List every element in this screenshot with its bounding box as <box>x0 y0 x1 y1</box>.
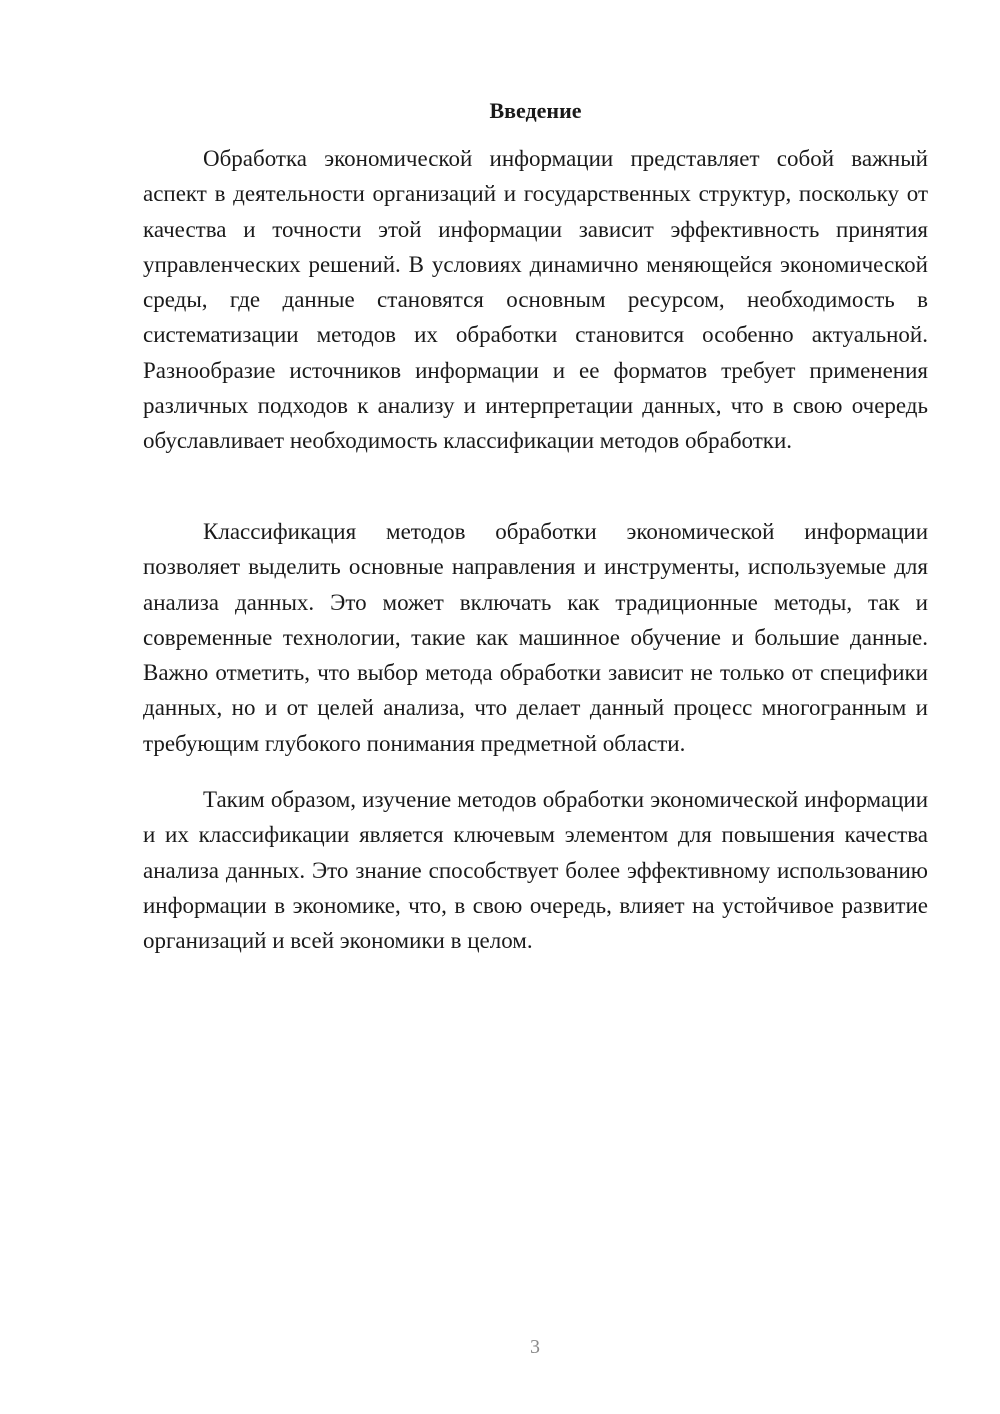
page-number: 3 <box>530 1336 540 1358</box>
paragraph-3: Таким образом, изучение методов обработки экономической информации и их классификации является ключевым элементом для повышения качества анализа данных. Это знание способствует более эффективному использованию информации в экономике, что, в свою очередь, влияет на устойчивое развитие организаций и всей экономики в целом. <box>143 787 928 954</box>
paragraph-2: Классификация методов обработки экономической информации позволяет выделить основные направления и инструменты, используемые для анализа данных. Это может включать как традиционные методы, так и современные технологии, такие как машинное обучение и большие данные. Важно отметить, что выбор метода обработки зависит не только от специфики данных, но и от целей анализа, что делает данный процесс многогранным и требующим глубокого понимания предметной области. <box>143 519 928 756</box>
section-heading: Введение <box>489 98 582 123</box>
paragraph-1: Обработка экономической информации представляет собой важный аспект в деятельности организаций и государственных структур, поскольку от качества и точности этой информации зависит эффективность принятия управленческих решений. В условиях динамично меняющейся экономической среды, где данные становятся основным ресурсом, необходимость в систематизации методов их обработки становится особенно актуальной. Разнообразие источников информации и ее форматов требует применения различных подходов к анализу и интерпретации данных, что в свою очередь обуславливает необходимость классификации методов обработки. <box>143 146 928 454</box>
